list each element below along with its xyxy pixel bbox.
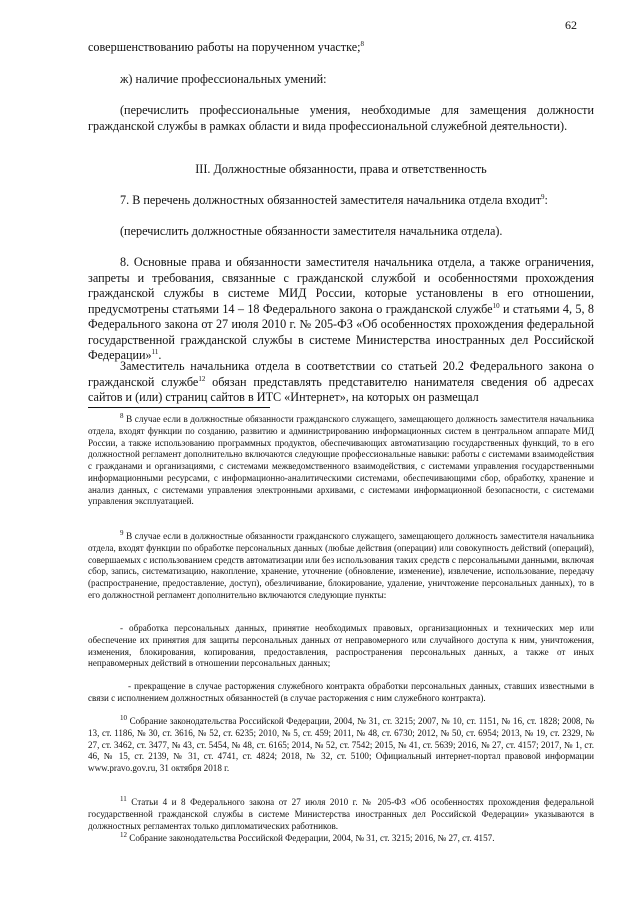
footnote-10-text: Собрание законодательства Российской Федерации, 2004, № 31, ст. 3215; 2007, № 10, ст. 1151, № 16, ст. 1828; 2008, № 13, ст. 1186, № 30, ст. 3616, № 52, ст. 6235; 2010, № 5, ст. 459; 2011, № 48, ст. 6730; 2012, № 50, ст. 6954; 2013, № 19, ст. 2329, № 27, ст. 3462, ст. 3477, № 43, ст. 5454, № 48, ст. 6165; 2014, № 52, ст. 7542; 2015, № 41, ст. 5639; 2016, № 27, ст. 4157; 2017, № 1, ст. 46, № 15, ст. 2139, № 31, ст. 4741, ст. 4824; 2018, № 32, ст. 5100; Официальный интернет-портал правовой информации www.pravo.gov.ru, 31 октября 2018 г. xyxy=(88,716,594,773)
paragraph-8 xyxy=(88,255,594,364)
paragraph-8-text-b: и статьями 4, 5, 8 Федерального закона от 27 июля 2010 г. № 205-ФЗ «Об особенностях прохождения федеральной государственной гражданской службы в системе Министерства иностранных дел Российской Федерации» xyxy=(88,301,594,362)
paragraph-7 xyxy=(88,193,594,209)
footnote-ref-10: 10 xyxy=(492,301,500,310)
paragraph-7-end: : xyxy=(544,193,548,207)
footnote-ref-11: 11 xyxy=(151,347,159,356)
paragraph-9 xyxy=(88,359,594,406)
footnote-9-text: В случае если в должностные обязанности гражданского служащего, замещающего должность заместителя начальника отдела, входят функции по обработке персональных данных (любые действия (операции) или совокупность действий (операций), совершаемых с использованием средств автоматизации или без использования таких средств с персональными данными, включая сбор, запись, систематизацию, накопление, хранение, уточнение (обновление, изменение), извлечение, использование, передачу (распространение, предоставление, доступ), обезличивание, блокирование, удаление, уничтожение персональных данных), то в его должностной регламент дополнительно включаются следующие пункты: xyxy=(88,531,594,600)
footnote-12 xyxy=(88,830,594,845)
page-number: 62 xyxy=(565,18,577,32)
paragraph-top-text: совершенствованию работы на порученном участке; xyxy=(88,40,361,54)
footnote-10-number: 10 xyxy=(120,713,127,722)
paragraph-9-text-b: обязан представлять представителю нанимателя сведения об адресах сайтов и (или) страниц сайтов в ИТС «Интернет», на которых он размещал xyxy=(88,374,594,404)
paragraph-duties-placeholder: (перечислить должностные обязанности заместителя начальника отдела). xyxy=(120,224,503,238)
paragraph-top xyxy=(88,40,594,56)
footnote-12-number: 12 xyxy=(120,830,127,839)
paragraph-8-text-a: 8. Основные права и обязанности заместителя начальника отдела, а также ограничения, запреты и требования, связанные с гражданской службой и особенностями прохождения гражданской службы в системе МИД России, которые установлены в его отношении, предусмотрены статьями 14 – 18 Федерального закона о гражданской службе xyxy=(88,255,594,316)
paragraph-8-end: . xyxy=(158,348,162,362)
footnote-ref-9: 9 xyxy=(541,192,545,201)
footnote-10 xyxy=(88,713,594,775)
footnote-8-number: 8 xyxy=(120,411,124,420)
footnote-ref-8: 8 xyxy=(360,39,365,48)
paragraph-skills-heading: ж) наличие профессиональных умений: xyxy=(120,72,327,86)
footnote-9-number: 9 xyxy=(120,528,124,537)
footnote-11-text: Статьи 4 и 8 Федерального закона от 27 июля 2010 г. № 205-ФЗ «Об особенностях прохождения федеральной государственной гражданской службы в системе Министерства иностранных дел Российской Федерации» указываются в должностных регламентах только дипломатических работников. xyxy=(88,797,594,831)
footnote-separator xyxy=(88,407,270,408)
section-heading: III. Должностные обязанности, права и ответственность xyxy=(195,162,487,176)
footnote-11 xyxy=(88,794,594,832)
footnote-8 xyxy=(88,411,594,508)
footnote-9-item-2: - прекращение в случае расторжения служебного контракта обработки персональных данных, ставших известными в связи с исполнением должностных обязанностей (в случае расторжения с ним служебного контракта). xyxy=(88,681,594,703)
footnote-8-text: В случае если в должностные обязанности гражданского служащего, замещающего должность заместителя начальника отдела, входят функции по созданию, развитию и администрированию информационных систем в центральном аппарате МИД России, а также использованию программных продуктов, обеспечивающих автоматизацию государственных функций, то в его должностной регламент дополнительно включаются следующие профессиональные навыки: работы с системами взаимодействия с гражданами и организациями, с системами межведомственного взаимодействия, с системами управления государственными информационными ресурсами, с информационно-аналитическими системами, обеспечивающими сбор, обработку, хранение и анализ данных, с системами управления электронными архивами, с системами информационной безопасности, с системами управления эксплуатацией. xyxy=(88,414,594,507)
footnote-11-number: 11 xyxy=(120,794,127,803)
paragraph-skills-placeholder: (перечислить профессиональные умения, необходимые для замещения должности гражданской службы в рамках области и вида профессиональной служебной деятельности). xyxy=(88,103,594,133)
footnote-9 xyxy=(88,528,594,602)
footnote-ref-12: 12 xyxy=(198,374,206,383)
paragraph-7-text: 7. В перечень должностных обязанностей заместителя начальника отдела входит xyxy=(120,193,542,207)
footnote-9-item-1: - обработка персональных данных, принятие необходимых правовых, организационных и технических мер или обеспечение их принятия для защиты персональных данных от неправомерного или случайного доступа к ним, уничтожения, изменения, блокирования, копирования, предоставления, распространения персональных данных, а также от иных неправомерных действий в отношении персональных данных; xyxy=(88,623,594,669)
paragraph-9-text-a: Заместитель начальника отдела в соответствии со статьей 20.2 Федерального закона о гражданской службе xyxy=(88,359,594,389)
footnote-12-text: Собрание законодательства Российской Федерации, 2004, № 31, ст. 3215; 2016, № 27, ст. 4157. xyxy=(127,833,495,843)
